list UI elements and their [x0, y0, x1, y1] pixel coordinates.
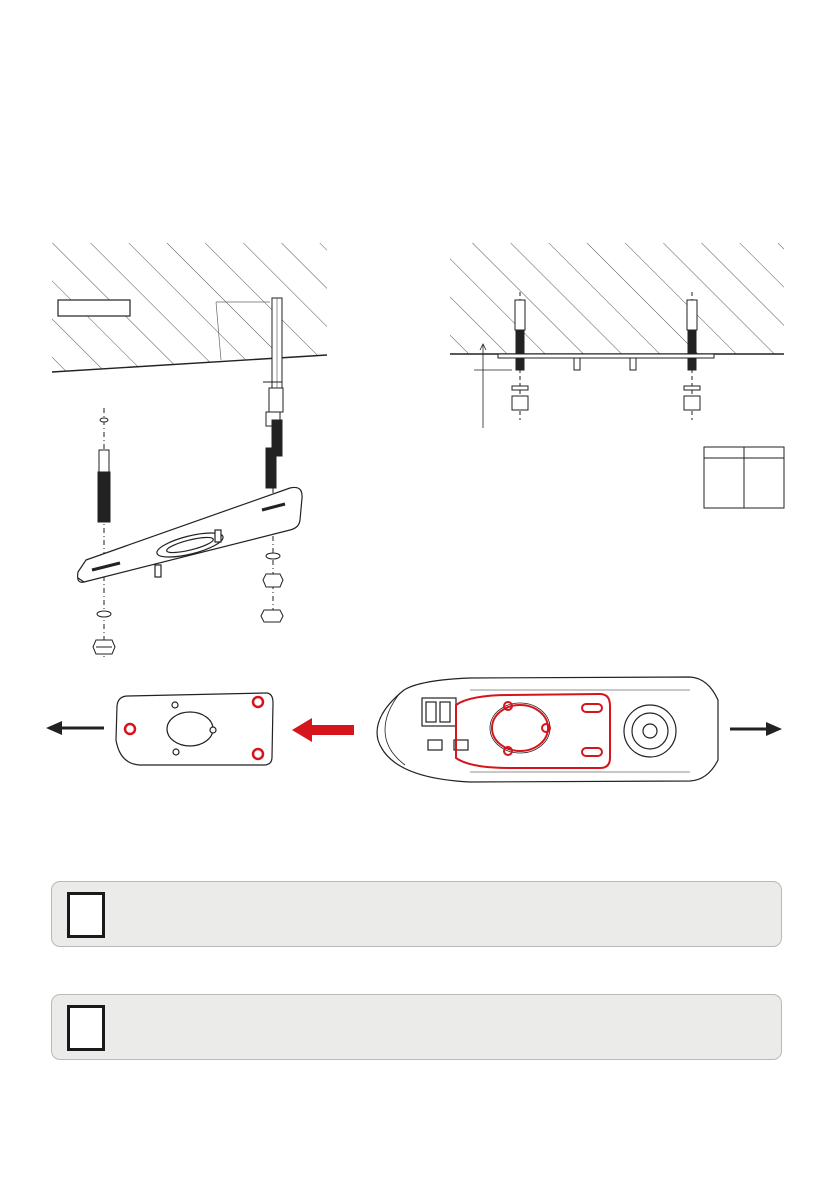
ceiling-hatch-right [450, 243, 784, 354]
info-icon [67, 892, 105, 938]
red-arrow [292, 718, 354, 742]
arrow-left [46, 721, 104, 735]
mounting-plate [78, 487, 302, 582]
arrow-right [730, 722, 782, 736]
base-plate-top-view [116, 693, 273, 765]
spec-table [704, 447, 784, 508]
label-box [58, 300, 130, 316]
notice-box-1 [51, 881, 782, 947]
threaded-stud-left [98, 408, 110, 660]
info-icon [67, 1005, 105, 1051]
notice-box-2 [51, 994, 782, 1060]
nut-washer-right [261, 553, 283, 622]
